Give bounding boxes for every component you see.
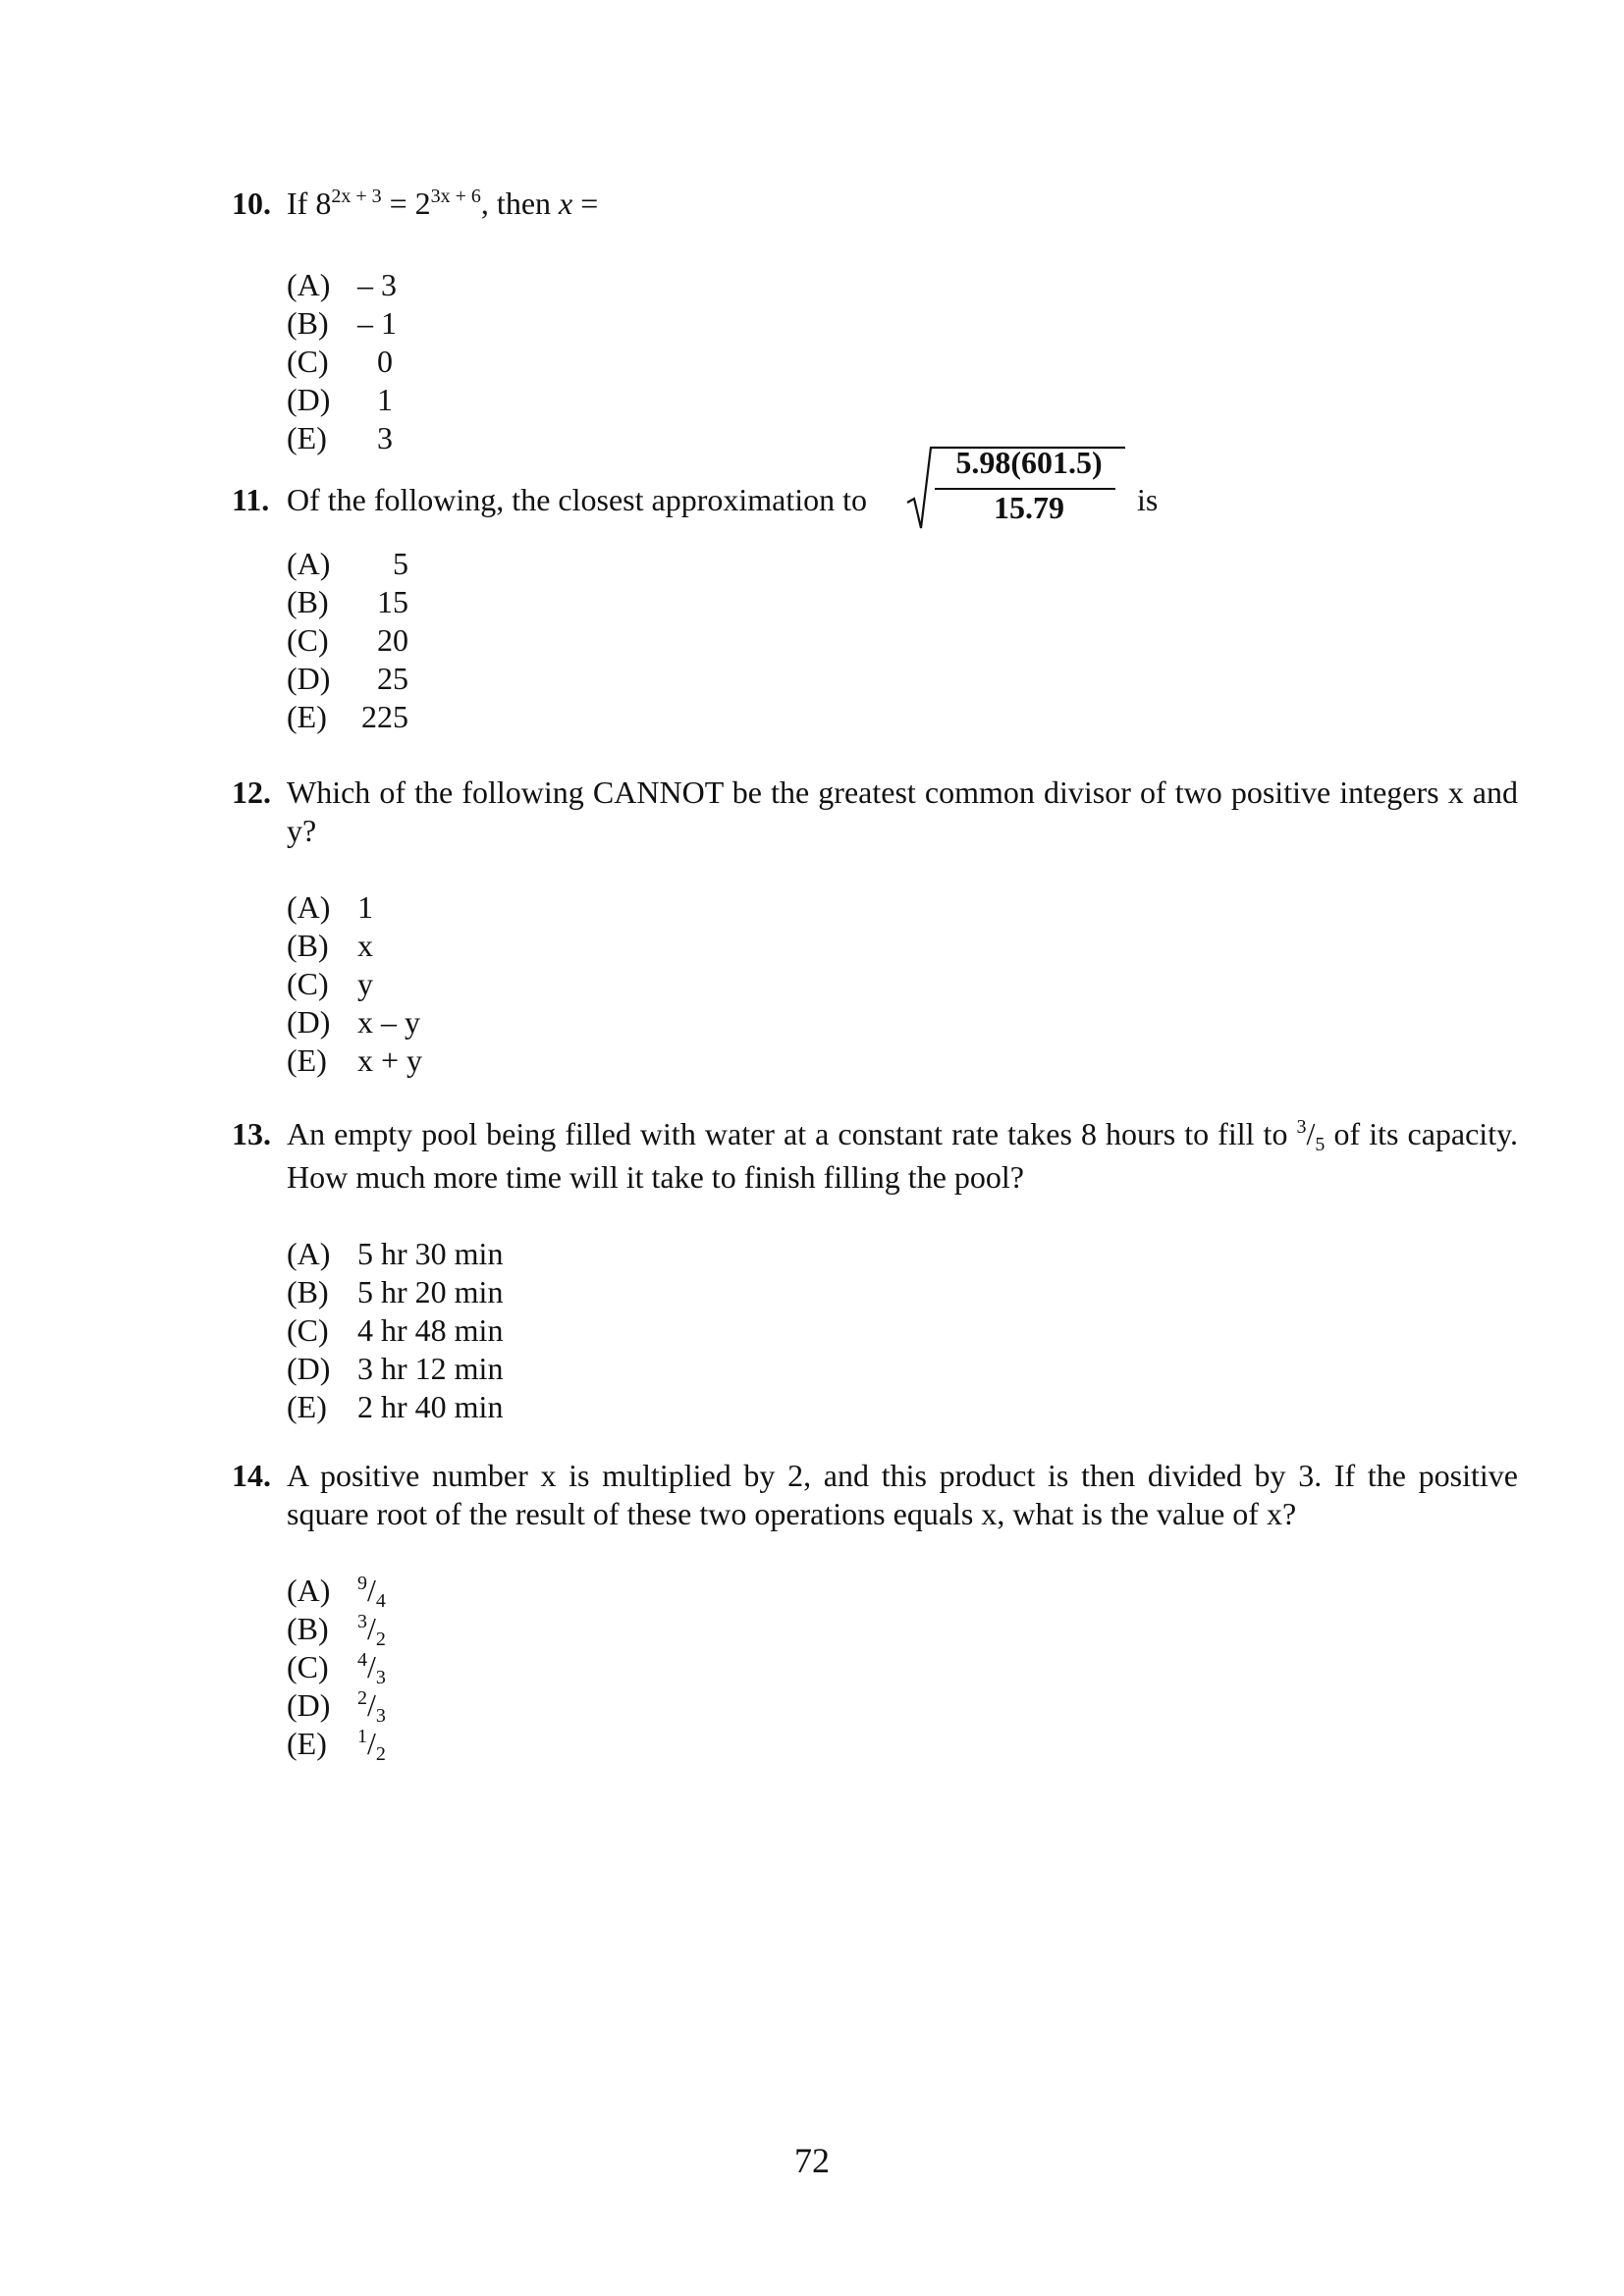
option-d: (D) 3 hr 12 min [287, 1351, 504, 1386]
exponent: 3x + 6 [430, 186, 481, 207]
option-c: (C) 20 [287, 622, 408, 658]
fraction: $^1/_2$ [357, 1726, 386, 1765]
fraction: $^4/_3$ [357, 1649, 386, 1688]
option-e: (E) x + y [287, 1042, 423, 1078]
option-d: (D) 25 [287, 661, 408, 696]
question-12 [232, 774, 1518, 1080]
option-a: (A) 5 hr 30 min [287, 1236, 504, 1271]
options-list [287, 888, 1518, 1080]
option-c: (C) 0 [287, 344, 393, 379]
question-10 [232, 185, 1518, 457]
option-a: (A) $^9/_4$ [287, 1573, 386, 1612]
question-stem: An empty pool being filled with water at a constant rate takes 8 hours to fill to $^3/_5$ of its capacity. How much more time will it take to finish filling the pool? [287, 1116, 1519, 1195]
square-root-expression [905, 444, 1127, 534]
variable: x [559, 186, 573, 221]
question-stem: A positive number x is multiplied by 2, and this product is then divided by 3. If the positive square root of the result of these two operations equals x, what is the value of x? [287, 1458, 1518, 1531]
options-list [287, 1235, 1518, 1426]
question-number: 13. [232, 1116, 271, 1151]
option-b: (B) x [287, 928, 373, 963]
question-stem: Of the following, the closest approximation to [287, 482, 867, 517]
question-number: 12. [232, 774, 271, 810]
question-stem: Which of the following CANNOT be the greatest common divisor of two positive integers x and y? [287, 774, 1518, 848]
exponent: 2x + 3 [331, 186, 382, 207]
question-number: 10. [232, 186, 271, 221]
options-list [287, 266, 1518, 457]
fraction: $^9/_4$ [357, 1573, 386, 1612]
option-a: (A) 1 [287, 889, 373, 925]
fraction: $^3/_2$ [357, 1611, 386, 1650]
question-14 [232, 1457, 1518, 1763]
option-c: (C) 4 hr 48 min [287, 1312, 504, 1348]
option-b: (B) 15 [287, 584, 408, 619]
option-b: (B) – 1 [287, 305, 397, 341]
page-number: 72 [794, 2141, 830, 2180]
option-b: (B) 5 hr 20 min [287, 1274, 504, 1309]
question-13 [232, 1115, 1518, 1426]
question-number: 14. [232, 1458, 271, 1493]
option-b: (B) $^3/_2$ [287, 1611, 386, 1650]
option-c: (C) y [287, 966, 373, 1001]
question-number: 11. [232, 482, 270, 517]
option-e: (E) 225 [287, 699, 408, 734]
options-list [287, 545, 1518, 736]
option-a: (A) 5 [287, 546, 408, 581]
denominator: 15.79 [994, 490, 1064, 525]
question-11: 11. Of the following, the closest approximation to 5.98(601.5) 15.79 is (A) 5 (B) 15 (C) 20 (D) 25 (E) 225 [232, 481, 1518, 736]
option-e: (E) 3 [287, 420, 393, 455]
option-d: (D) $^2/_3$ [287, 1687, 386, 1727]
option-c: (C) $^4/_3$ [287, 1649, 386, 1688]
fraction: $^3/_5$ [1296, 1116, 1326, 1155]
option-a: (A) – 3 [287, 267, 397, 302]
option-d: (D) x – y [287, 1004, 420, 1040]
question-stem: If $8^{2x + 3} = 2^{3x + 6}$, then x = [287, 186, 599, 221]
option-e: (E) 2 hr 40 min [287, 1389, 504, 1424]
options-list [287, 1572, 1518, 1763]
option-d: (D) 1 [287, 382, 393, 417]
fraction: $^2/_3$ [357, 1687, 386, 1727]
numerator: 5.98(601.5) [955, 445, 1103, 480]
option-e: (E) $^1/_2$ [287, 1726, 386, 1765]
